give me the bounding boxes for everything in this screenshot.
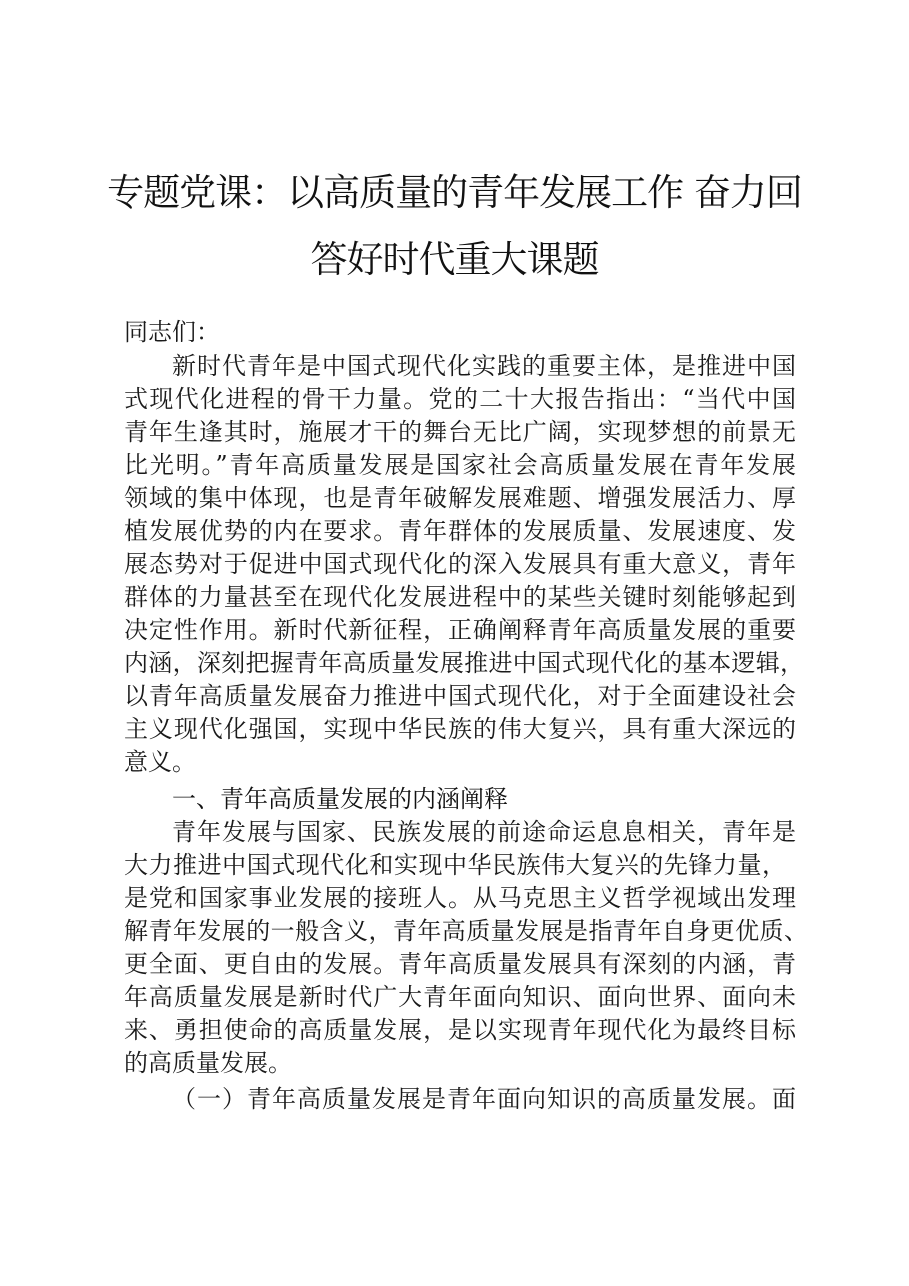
paragraph-1-line: 意义。 <box>124 748 196 776</box>
paragraph-1-line: 植发展优势的内在要求。青年群体的发展质量、发展速度、发 <box>124 517 796 545</box>
paragraph-1-line: 群体的力量甚至在现代化发展进程中的某些关键时刻能够起到 <box>124 583 796 611</box>
document-title-line-1: 专题党课：以高质量的青年发展工作 奋力回 <box>107 171 802 214</box>
paragraph-1-line: 比光明。”青年高质量发展是国家社会高质量发展在青年发展 <box>124 451 796 479</box>
paragraph-1-line: 以青年高质量发展奋力推进中国式现代化，对于全面建设社会 <box>124 682 796 710</box>
paragraph-1-line: 领域的集中体现，也是青年破解发展难题、增强发展活力、厚 <box>124 484 796 512</box>
paragraph-1-line: 展态势对于促进中国式现代化的深入发展具有重大意义，青年 <box>124 550 796 578</box>
paragraph-1-line: 青年生逢其时，施展才干的舞台无比广阔，实现梦想的前景无 <box>124 418 796 446</box>
paragraph-1-line: 内涵，深刻把握青年高质量发展推进中国式现代化的基本逻辑， <box>124 649 804 677</box>
paragraph-1-line: 主义现代化强国，实现中华民族的伟大复兴，具有重大深远的 <box>124 715 796 743</box>
subsection-heading-line: （一）青年高质量发展是青年面向知识的高质量发展。面 <box>172 1085 796 1113</box>
paragraph-2-line: 青年发展与国家、民族发展的前途命运息息相关，青年是 <box>172 818 796 846</box>
paragraph-1-line: 新时代青年是中国式现代化实践的重要主体，是推进中国 <box>172 352 796 380</box>
paragraph-2-line: 是党和国家事业发展的接班人。从马克思主义哲学视域出发理 <box>124 884 796 912</box>
section-heading: 一、青年高质量发展的内涵阐释 <box>172 785 508 813</box>
paragraph-2-line: 年高质量发展是新时代广大青年面向知识、面向世界、面向未 <box>124 983 796 1011</box>
salutation: 同志们： <box>124 318 220 346</box>
paragraph-2-line: 解青年发展的一般含义，青年高质量发展是指青年自身更优质、 <box>124 917 808 945</box>
paragraph-2-line: 的高质量发展。 <box>124 1049 292 1077</box>
paragraph-1-line: 决定性作用。新时代新征程，正确阐释青年高质量发展的重要 <box>124 616 796 644</box>
paragraph-2-line: 更全面、更自由的发展。青年高质量发展具有深刻的内涵，青 <box>124 950 796 978</box>
document-title-line-2: 答好时代重大课题 <box>310 238 599 281</box>
paragraph-2-line: 来、勇担使命的高质量发展，是以实现青年现代化为最终目标 <box>124 1016 796 1044</box>
paragraph-1-line: 式现代化进程的骨干力量。党的二十大报告指出：“当代中国 <box>124 385 796 413</box>
paragraph-2-line: 大力推进中国式现代化和实现中华民族伟大复兴的先锋力量， <box>124 851 786 879</box>
